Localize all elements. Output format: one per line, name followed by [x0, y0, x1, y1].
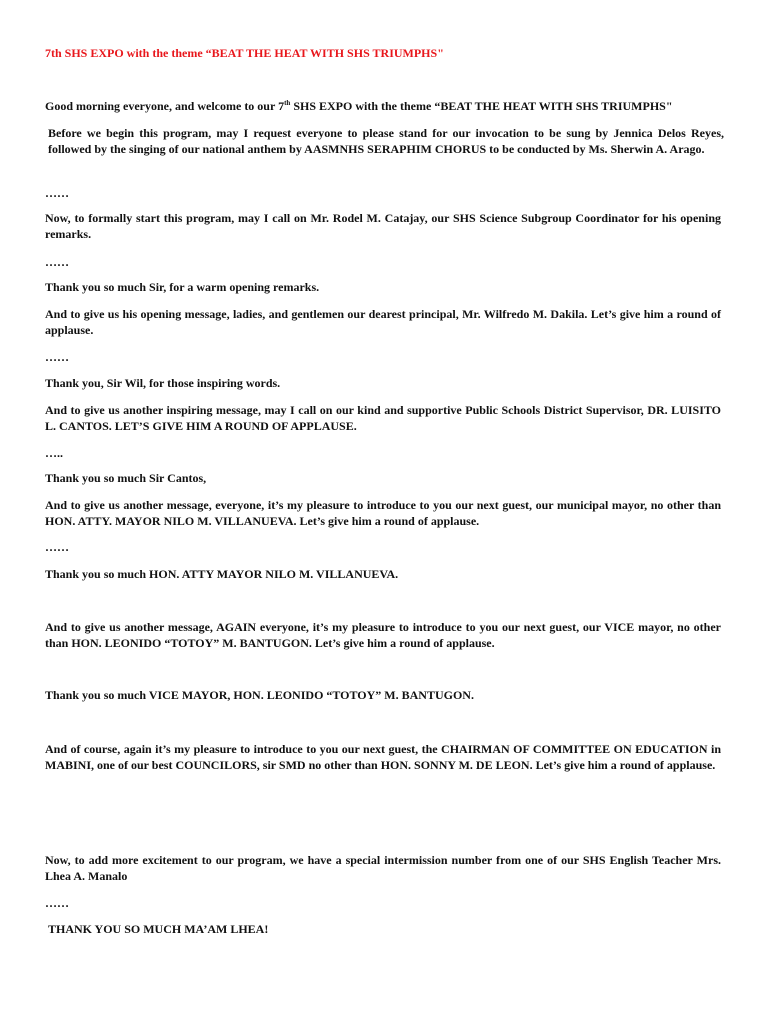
welcome-paragraph	[45, 98, 721, 114]
welcome-text-before: Good morning everyone, and welcome to our 7	[45, 99, 285, 113]
ellipsis-2: ……	[45, 255, 69, 269]
welcome-text-after: SHS EXPO with the theme “BEAT THE HEAT WITH SHS TRIUMPHS"	[290, 99, 673, 113]
thanks-lhea-paragraph: THANK YOU SO MUCH MA’AM LHEA!	[48, 922, 269, 936]
thanks-opening-paragraph: Thank you so much Sir, for a warm opening remarks.	[45, 280, 320, 294]
supervisor-paragraph: And to give us another inspiring message, may I call on our kind and supportive Public Schools District Supervisor, DR. LUISITO L. CANTOS. LET’S GIVE HIM A ROUND OF APPLAUSE.	[45, 403, 721, 433]
ellipsis-4: …..	[45, 446, 63, 460]
document-title: 7th SHS EXPO with the theme “BEAT THE HEAT WITH SHS TRIUMPHS"	[45, 46, 444, 60]
mayor-paragraph: And to give us another message, everyone, it’s my pleasure to introduce to you our next guest, our municipal mayor, no other than HON. ATTY. MAYOR NILO M. VILLANUEVA. Let’s give him a round of applause.	[45, 498, 721, 528]
thanks-cantos-paragraph: Thank you so much Sir Cantos,	[45, 471, 207, 485]
thanks-vice-mayor-paragraph: Thank you so much VICE MAYOR, HON. LEONIDO “TOTOY” M. BANTUGON.	[45, 688, 474, 702]
ellipsis-3: ……	[45, 350, 69, 364]
thanks-mayor-paragraph: Thank you so much HON. ATTY MAYOR NILO M. VILLANUEVA.	[45, 567, 399, 581]
ellipsis-1: ……	[45, 186, 69, 200]
ellipsis-6: ……	[45, 896, 69, 910]
thanks-wil-paragraph: Thank you, Sir Wil, for those inspiring words.	[45, 376, 281, 390]
opening-remarks-paragraph: Now, to formally start this program, may I call on Mr. Rodel M. Catajay, our SHS Science Subgroup Coordinator for his opening remarks.	[45, 211, 721, 241]
councilor-paragraph: And of course, again it’s my pleasure to introduce to you our next guest, the CHAIRMAN OF COMMITTEE ON EDUCATION in MABINI, one of our best COUNCILORS, sir SMD no other than HON. SONNY M. DE LEON. Let’s give him a round of applause.	[45, 742, 721, 772]
ordinal-superscript: th	[284, 99, 291, 107]
ellipsis-5: ……	[45, 540, 69, 554]
intermission-paragraph: Now, to add more excitement to our program, we have a special intermission number from one of our SHS English Teacher Mrs. Lhea A. Manalo	[45, 853, 721, 883]
invocation-paragraph: Before we begin this program, may I request everyone to please stand for our invocation to be sung by Jennica Delos Reyes, followed by the singing of our national anthem by AASMNHS SERAPHIM CHORUS to be conducted by Ms. Sherwin A. Arago.	[48, 126, 724, 156]
principal-paragraph: And to give us his opening message, ladies, and gentlemen our dearest principal, Mr. Wilfredo M. Dakila. Let’s give him a round of applause.	[45, 307, 721, 337]
vice-mayor-paragraph: And to give us another message, AGAIN everyone, it’s my pleasure to introduce to you our next guest, our VICE mayor, no other than HON. LEONIDO “TOTOY” M. BANTUGON. Let’s give him a round of applause.	[45, 620, 721, 650]
